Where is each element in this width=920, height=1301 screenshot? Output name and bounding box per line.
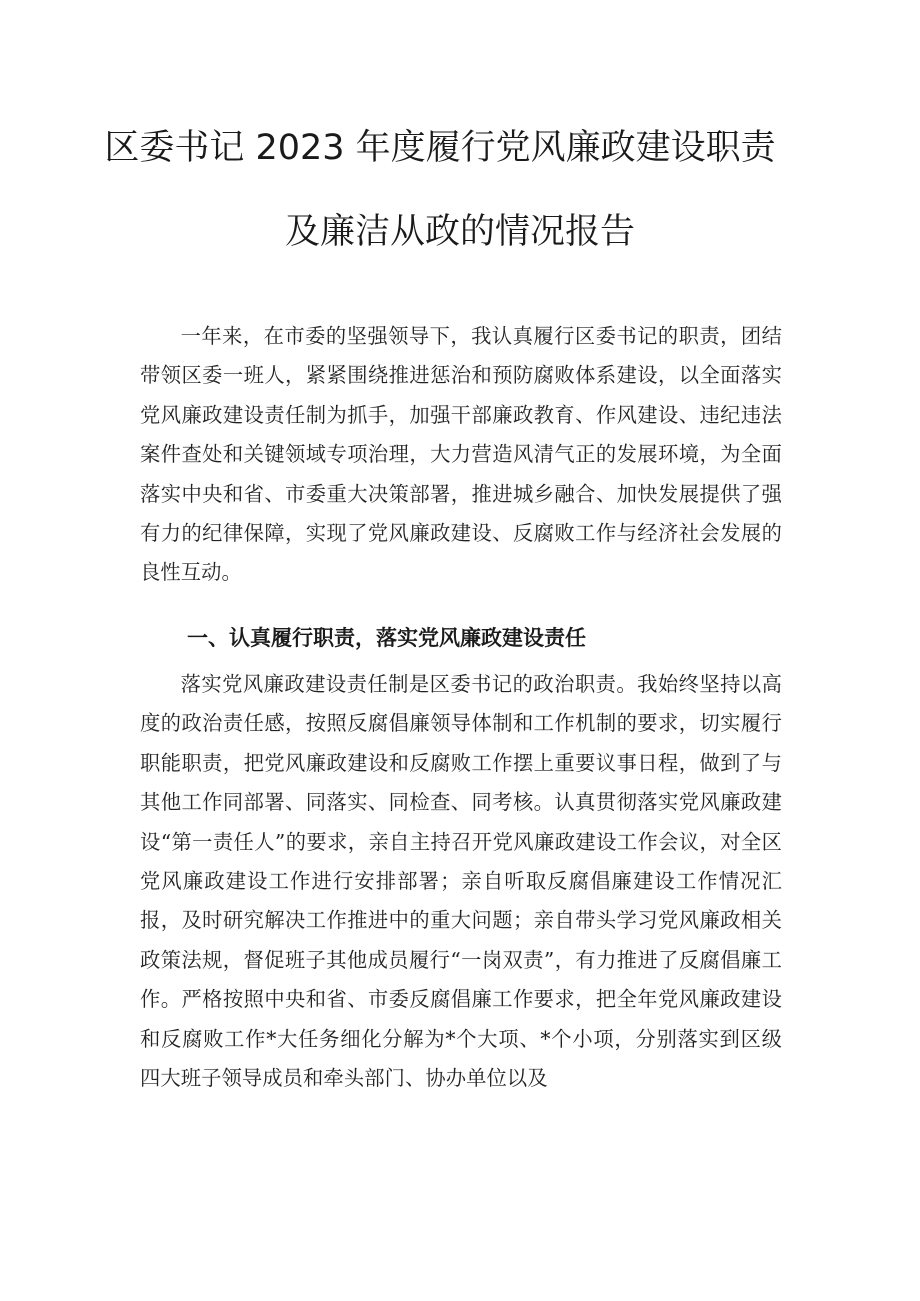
- paragraph-section-1: 落实党风廉政建设责任制是区委书记的政治职责。我始终坚持以高度的政治责任感，按照反腐倡廉领导体制和工作机制的要求，切实履行职能职责，把党风廉政建设和反腐败工作摆上重要议事日程，做到了与其他工作同部署、同落实、同检查、同考核。认真贯彻落实党风廉政建设“第一责任人”的要求，亲自主持召开党风廉政建设工作会议，对全区党风廉政建设工作进行安排部署；亲自听取反腐倡廉建设工作情况汇报，及时研究解决工作推进中的重大问题；亲自带头学习党风廉政相关政策法规，督促班子其他成员履行“一岗双责”，有力推进了反腐倡廉工作。严格按照中央和省、市委反腐倡廉工作要求，把全年党风廉政建设和反腐败工作*大任务细化分解为*个大项、*个小项，分别落实到区级四大班子领导成员和牵头部门、协办单位以及: [140, 672, 782, 1091]
- section-heading-1: 一、认真履行职责，落实党风廉政建设责任: [187, 626, 586, 650]
- paragraph-intro: 一年来，在市委的坚强领导下，我认真履行区委书记的职责，团结带领区委一班人，紧紧围绕推进惩治和预防腐败体系建设，以全面落实党风廉政建设责任制为抓手，加强干部廉政教育、作风建设、违纪违法案件查处和关键领域专项治理，大力营造风清气正的发展环境，为全面落实中央和省、市委重大决策部署，推进城乡融合、加快发展提供了强有力的纪律保障，实现了党风廉政建设、反腐败工作与经济社会发展的良性互动。: [140, 324, 782, 585]
- document-title-line-2: 及廉洁从政的情况报告: [284, 212, 635, 252]
- document-title-line-1: 区委书记 2023 年度履行党风廉政建设职责: [104, 128, 776, 168]
